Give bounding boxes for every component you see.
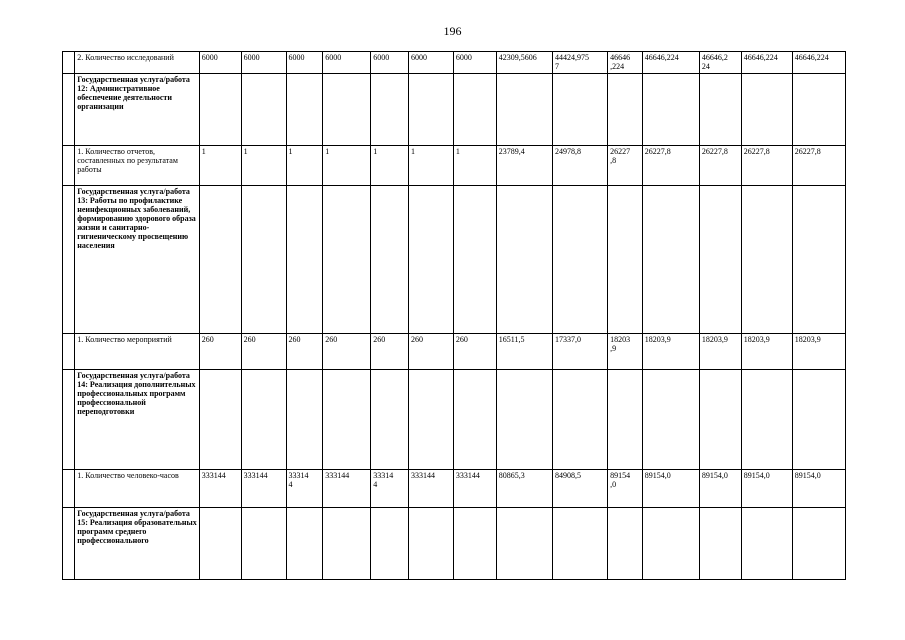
- empty-cell: [409, 508, 454, 580]
- value-cell: 23789,4: [496, 146, 552, 186]
- value-cell: 44424,975 7: [552, 52, 607, 74]
- index-cell: [63, 334, 75, 370]
- empty-cell: [642, 74, 699, 146]
- indicator-name-cell: 1. Количество отчетов, составленных по результатам работы: [75, 146, 200, 186]
- value-cell: 89154 ,0: [608, 470, 643, 508]
- table-row: [63, 470, 846, 508]
- empty-cell: [286, 508, 323, 580]
- empty-cell: [496, 74, 552, 146]
- empty-cell: [608, 186, 643, 334]
- index-cell: [63, 74, 75, 146]
- empty-cell: [741, 370, 792, 470]
- service-title-cell: Государственная услуга/работа 13: Работы по профилактике неинфекционных заболеваний, формированию здорового образа жизни и санитарно-гигиеническому просвещению населения: [75, 186, 200, 334]
- empty-cell: [241, 370, 286, 470]
- empty-cell: [642, 370, 699, 470]
- empty-cell: [453, 74, 496, 146]
- value-cell: 6000: [286, 52, 323, 74]
- value-cell: 1: [286, 146, 323, 186]
- empty-cell: [741, 186, 792, 334]
- value-cell: 26227,8: [699, 146, 741, 186]
- empty-cell: [453, 508, 496, 580]
- value-cell: 333144: [409, 470, 454, 508]
- index-cell: [63, 146, 75, 186]
- value-cell: 80865,3: [496, 470, 552, 508]
- service-header-row: [63, 74, 846, 146]
- page-number: 196: [443, 24, 462, 38]
- value-cell: 1: [241, 146, 286, 186]
- value-cell: 260: [409, 334, 454, 370]
- empty-cell: [409, 370, 454, 470]
- services-table: [62, 51, 846, 580]
- value-cell: 17337,0: [552, 334, 607, 370]
- empty-cell: [241, 186, 286, 334]
- value-cell: 333144: [323, 470, 371, 508]
- value-cell: 6000: [323, 52, 371, 74]
- empty-cell: [199, 74, 241, 146]
- value-cell: 24978,8: [552, 146, 607, 186]
- index-cell: [63, 52, 75, 74]
- empty-cell: [608, 370, 643, 470]
- value-cell: 26227,8: [741, 146, 792, 186]
- empty-cell: [792, 186, 845, 334]
- service-title-cell: Государственная услуга/работа 15: Реализация образовательных программ среднего профессионального: [75, 508, 200, 580]
- value-cell: 89154,0: [741, 470, 792, 508]
- value-cell: 26227,8: [792, 146, 845, 186]
- value-cell: 18203,9: [741, 334, 792, 370]
- service-header-row: [63, 186, 846, 334]
- value-cell: 18203,9: [792, 334, 845, 370]
- empty-cell: [241, 508, 286, 580]
- empty-cell: [323, 370, 371, 470]
- empty-cell: [496, 370, 552, 470]
- empty-cell: [199, 186, 241, 334]
- service-title-cell: Государственная услуга/работа 12: Административное обеспечение деятельности организации: [75, 74, 200, 146]
- value-cell: 333144: [453, 470, 496, 508]
- empty-cell: [699, 508, 741, 580]
- value-cell: 1: [453, 146, 496, 186]
- value-cell: 89154,0: [699, 470, 741, 508]
- empty-cell: [552, 186, 607, 334]
- value-cell: 18203,9: [642, 334, 699, 370]
- indicator-name-cell: 1. Количество мероприятий: [75, 334, 200, 370]
- value-cell: 260: [371, 334, 409, 370]
- empty-cell: [453, 370, 496, 470]
- value-cell: 18203 ,9: [608, 334, 643, 370]
- value-cell: 1: [323, 146, 371, 186]
- value-cell: 46646,224: [792, 52, 845, 74]
- value-cell: 46646 ,224: [608, 52, 643, 74]
- value-cell: 260: [323, 334, 371, 370]
- empty-cell: [371, 74, 409, 146]
- value-cell: 260: [453, 334, 496, 370]
- index-cell: [63, 370, 75, 470]
- value-cell: 33314 4: [371, 470, 409, 508]
- empty-cell: [699, 186, 741, 334]
- empty-cell: [409, 186, 454, 334]
- empty-cell: [608, 74, 643, 146]
- value-cell: 6000: [409, 52, 454, 74]
- value-cell: 16511,5: [496, 334, 552, 370]
- value-cell: 18203,9: [699, 334, 741, 370]
- empty-cell: [741, 74, 792, 146]
- table-row: [63, 146, 846, 186]
- value-cell: 1: [409, 146, 454, 186]
- empty-cell: [371, 370, 409, 470]
- value-cell: 333144: [241, 470, 286, 508]
- empty-cell: [371, 508, 409, 580]
- value-cell: 333144: [199, 470, 241, 508]
- index-cell: [63, 508, 75, 580]
- empty-cell: [199, 508, 241, 580]
- empty-cell: [552, 370, 607, 470]
- value-cell: 46646,2 24: [699, 52, 741, 74]
- indicator-name-cell: 1. Количество человеко-часов: [75, 470, 200, 508]
- value-cell: 84908,5: [552, 470, 607, 508]
- empty-cell: [642, 508, 699, 580]
- value-cell: 6000: [199, 52, 241, 74]
- value-cell: 6000: [241, 52, 286, 74]
- index-cell: [63, 186, 75, 334]
- empty-cell: [241, 74, 286, 146]
- empty-cell: [699, 74, 741, 146]
- empty-cell: [792, 508, 845, 580]
- table-row: [63, 52, 846, 74]
- empty-cell: [286, 74, 323, 146]
- empty-cell: [371, 186, 409, 334]
- value-cell: 1: [199, 146, 241, 186]
- indicator-name-cell: 2. Количество исследований: [75, 52, 200, 74]
- empty-cell: [642, 186, 699, 334]
- service-header-row: [63, 370, 846, 470]
- empty-cell: [496, 508, 552, 580]
- value-cell: 260: [199, 334, 241, 370]
- empty-cell: [552, 508, 607, 580]
- empty-cell: [199, 370, 241, 470]
- empty-cell: [453, 186, 496, 334]
- empty-cell: [496, 186, 552, 334]
- empty-cell: [409, 74, 454, 146]
- empty-cell: [699, 370, 741, 470]
- empty-cell: [608, 508, 643, 580]
- empty-cell: [741, 508, 792, 580]
- empty-cell: [323, 186, 371, 334]
- service-header-row: [63, 508, 846, 580]
- value-cell: 46646,224: [741, 52, 792, 74]
- value-cell: 1: [371, 146, 409, 186]
- value-cell: 26227,8: [642, 146, 699, 186]
- empty-cell: [323, 74, 371, 146]
- value-cell: 6000: [453, 52, 496, 74]
- value-cell: 42309,5606: [496, 52, 552, 74]
- empty-cell: [552, 74, 607, 146]
- value-cell: 89154,0: [642, 470, 699, 508]
- empty-cell: [792, 370, 845, 470]
- table-row: [63, 334, 846, 370]
- value-cell: 260: [241, 334, 286, 370]
- index-cell: [63, 470, 75, 508]
- service-title-cell: Государственная услуга/работа 14: Реализация дополнительных профессиональных программ профессиональной переподготовки: [75, 370, 200, 470]
- empty-cell: [792, 74, 845, 146]
- value-cell: 46646,224: [642, 52, 699, 74]
- value-cell: 260: [286, 334, 323, 370]
- empty-cell: [286, 370, 323, 470]
- value-cell: 89154,0: [792, 470, 845, 508]
- value-cell: 33314 4: [286, 470, 323, 508]
- empty-cell: [286, 186, 323, 334]
- value-cell: 6000: [371, 52, 409, 74]
- value-cell: 26227 ,8: [608, 146, 643, 186]
- empty-cell: [323, 508, 371, 580]
